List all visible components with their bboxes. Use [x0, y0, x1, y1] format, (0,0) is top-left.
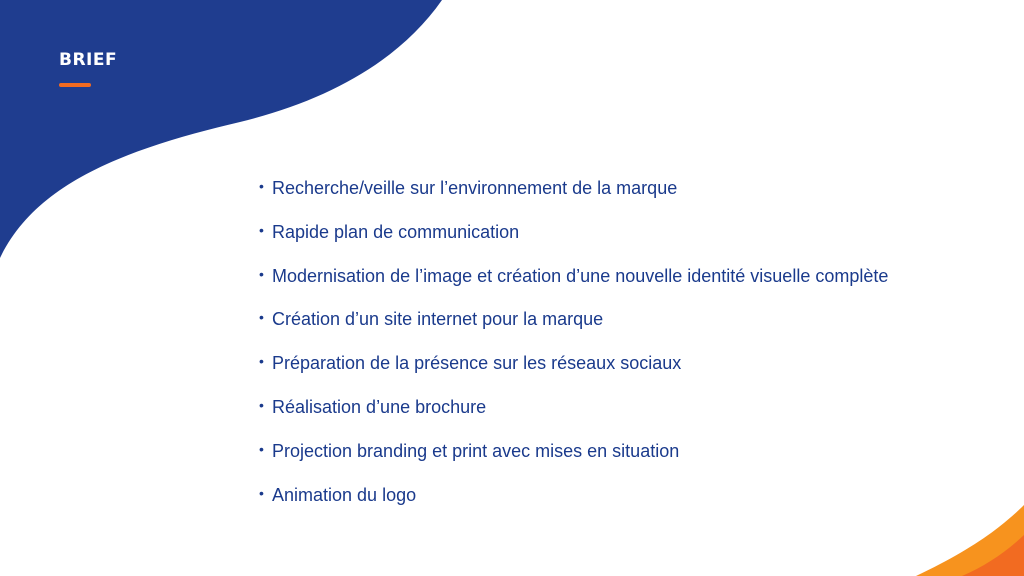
list-item-text: Recherche/veille sur l’environnement de la marque: [272, 178, 678, 198]
bullet-icon: •: [259, 440, 264, 457]
bullet-icon: •: [259, 484, 264, 501]
bullet-icon: •: [259, 221, 264, 238]
list-item-text: Préparation de la présence sur les réseaux sociaux: [272, 353, 682, 374]
slide-title: BRIEF: [59, 50, 118, 70]
list-item-text: Modernisation de l’image et création d’une nouvelle identité visuelle complète: [272, 265, 889, 286]
bullet-icon: •: [259, 396, 264, 413]
list-item-text: Réalisation d’une brochure: [272, 396, 487, 417]
bullet-icon: •: [259, 178, 264, 194]
bullet-icon: •: [259, 265, 264, 282]
bullet-icon: •: [259, 353, 264, 370]
list-item-text: Création d’un site internet pour la marque: [272, 309, 604, 330]
list-item-text: Projection branding et print avec mises en situation: [272, 440, 680, 461]
list-item-text: Rapide plan de communication: [272, 221, 520, 242]
list-item-text: Animation du logo: [272, 484, 417, 505]
bullet-icon: •: [259, 309, 264, 326]
